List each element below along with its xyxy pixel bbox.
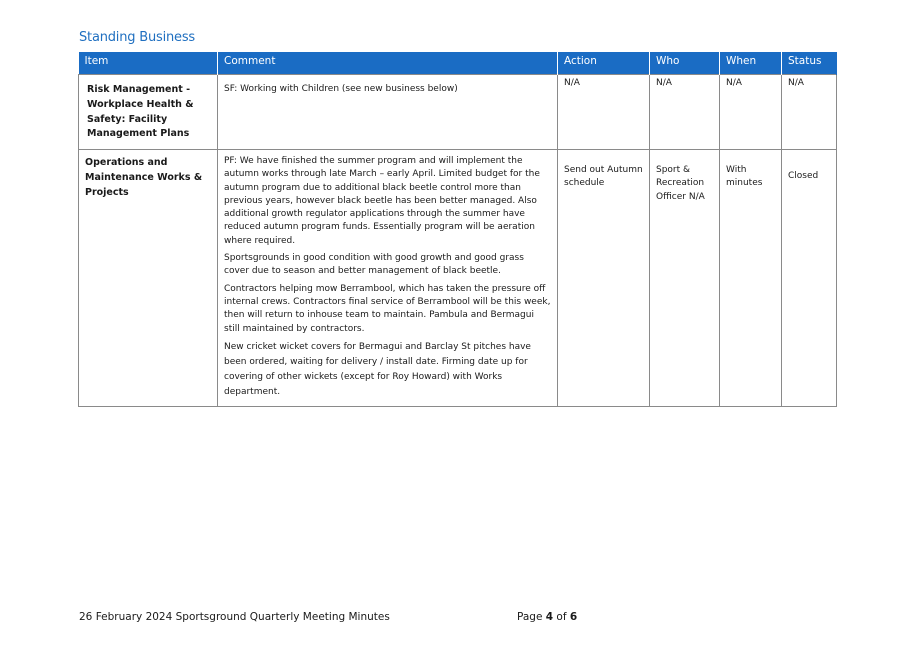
page-of: of [556, 611, 567, 623]
table-row [79, 75, 837, 150]
cell-when [720, 150, 782, 407]
table-header-row [79, 53, 837, 75]
item-label: Risk Management - Workplace Health & Safety: Facility Management Plans [87, 84, 194, 140]
standing-business-table [78, 52, 837, 407]
header-status: Status [782, 53, 837, 75]
who-text: N/A [656, 78, 672, 88]
page-label: Page [517, 611, 543, 623]
header-who: Who [650, 53, 720, 75]
cell-who [650, 75, 720, 150]
comment-paragraph: Contractors helping mow Berrambool, which has taken the pressure off internal crews. Contractors final service of Berrambool will be this week, then will return to inhouse team to maintain. Pambula and Bermagui still maintained by contractors. [224, 283, 551, 334]
comment-paragraph: New cricket wicket covers for Bermagui and Barclay St pitches have been ordered, waiting for delivery / install date. Firming date up for covering of other wickets (except for Roy Howard) with Works department. [224, 341, 531, 397]
status-text: N/A [788, 78, 804, 88]
header-item: Item [79, 53, 218, 75]
header-action: Action [558, 53, 650, 75]
cell-item [79, 150, 218, 407]
comment-paragraph: SF: Working with Children (see new business below) [224, 84, 458, 94]
table-row [79, 150, 837, 407]
comment-paragraph: Sportsgrounds in good condition with good growth and good grass cover due to season and better management of black beetle. [224, 253, 524, 277]
cell-comment [218, 75, 558, 150]
action-text: N/A [564, 78, 580, 88]
cell-status [782, 75, 837, 150]
when-text: With minutes [726, 165, 763, 189]
comment-paragraph: PF: We have finished the summer program and will implement the autumn works through late March – early April. Limited budget for the autumn program due to additional black beetle control more than previous years, however black beetle has been better managed. Also additional growth regulator applications through the summer have reduced autumn program funds. Essentially program will be aeration where required. [224, 156, 540, 246]
cell-comment [218, 150, 558, 407]
page-current: 4 [545, 611, 554, 623]
footer-page-number [517, 611, 577, 623]
header-comment: Comment [218, 53, 558, 75]
section-title: Standing Business [79, 30, 195, 45]
who-text: Sport & Recreation Officer N/A [656, 165, 705, 202]
when-text: N/A [726, 78, 742, 88]
item-label: Operations and Maintenance Works & Projects [85, 157, 203, 198]
status-text: Closed [788, 171, 819, 181]
cell-status [782, 150, 837, 407]
footer-document-title: 26 February 2024 Sportsground Quarterly Meeting Minutes [79, 611, 390, 623]
header-when: When [720, 53, 782, 75]
cell-action [558, 150, 650, 407]
cell-who [650, 150, 720, 407]
cell-when [720, 75, 782, 150]
cell-action [558, 75, 650, 150]
cell-item [79, 75, 218, 150]
action-text: Send out Autumn schedule [564, 165, 643, 189]
page-total: 6 [569, 611, 578, 623]
